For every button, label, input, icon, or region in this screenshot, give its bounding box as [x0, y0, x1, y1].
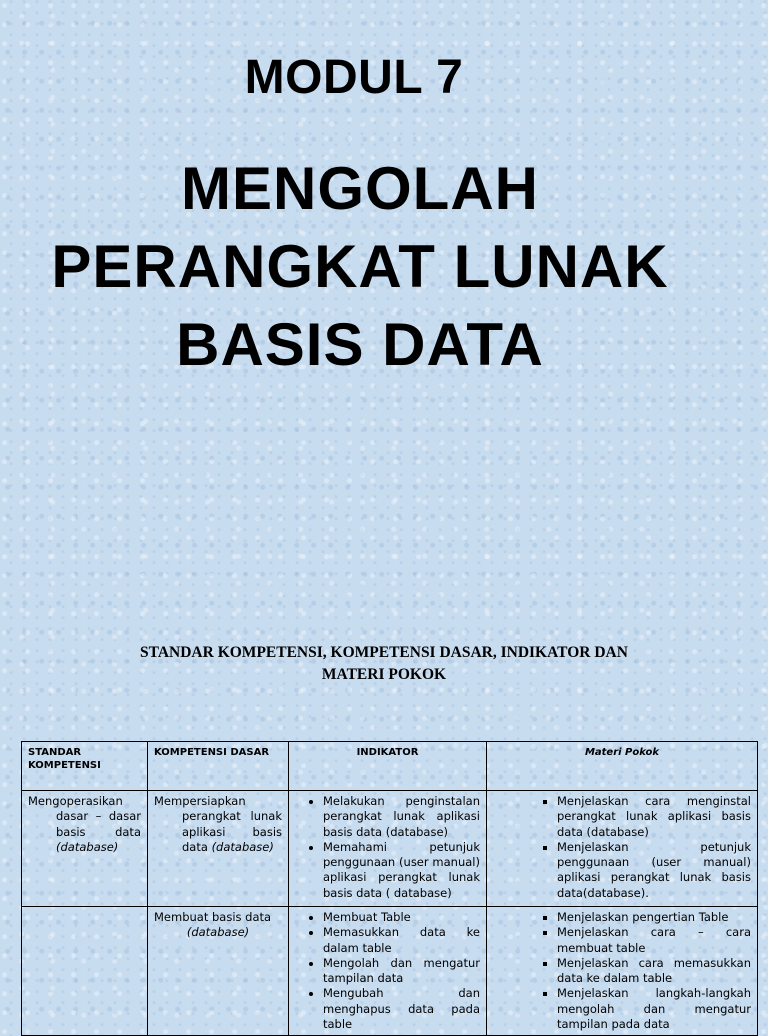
list-item: ▪ Menjelaskan langkah-langkah mengolah dan mengatur tampilan pada data [557, 986, 751, 1032]
list-item: • Mengolah dan mengatur tampilan data [323, 956, 480, 987]
standar-italic: (database) [56, 839, 119, 854]
table-row [22, 907, 758, 1036]
section-heading [0, 642, 768, 686]
kompetensi-text: Mempersiapkan perangkat lunak aplikasi basis data [154, 794, 282, 854]
kompetensi-italic-block [154, 925, 282, 940]
cell-materi-pokok [487, 907, 758, 1036]
header-kompetensi-dasar: KOMPETENSI DASAR [148, 742, 289, 791]
cell-indikator [289, 791, 487, 907]
cell-standar-kompetensi [22, 791, 148, 907]
cell-indikator [289, 907, 487, 1036]
kompetensi-text: Membuat basis data [154, 910, 272, 924]
header-materi-pokok: Materi Pokok [487, 742, 758, 791]
list-item: • Memasukkan data ke dalam table [323, 925, 480, 956]
list-item: • Melakukan penginstalan perangkat lunak aplikasi basis data (database) [323, 794, 480, 840]
competency-table [21, 741, 758, 1036]
main-title-line-1: MENGOLAH [181, 155, 539, 222]
list-item: ▪ Menjelaskan cara – cara membuat table [557, 925, 751, 956]
indikator-list [295, 794, 480, 901]
cell-materi-pokok [487, 791, 758, 907]
kompetensi-text-block [154, 794, 282, 855]
materi-list [527, 910, 751, 1032]
standar-text: Mengoperasikan dasar – dasar basis data [28, 794, 141, 839]
list-item: • Membuat Table [323, 910, 480, 925]
list-item: ▪ Menjelaskan cara memasukkan data ke dalam table [557, 956, 751, 987]
list-item: • Memahami petunjuk penggunaan (user manual) aplikasi perangkat lunak basis data ( database) [323, 840, 480, 901]
section-heading-line-1: STANDAR KOMPETENSI, KOMPETENSI DASAR, INDIKATOR DAN [140, 644, 628, 661]
cell-standar-kompetensi [22, 907, 148, 1036]
kompetensi-italic: (database) [211, 839, 274, 854]
materi-list [527, 794, 751, 901]
kompetensi-italic: (database) [186, 925, 250, 940]
header-standar-kompetensi: STANDAR KOMPETENSI [22, 742, 148, 791]
list-item: • Mengubah dan menghapus data pada table [323, 986, 480, 1032]
table-row [22, 791, 758, 907]
main-title-line-3: BASIS DATA [176, 311, 544, 378]
cell-kompetensi-dasar [148, 791, 289, 907]
cell-kompetensi-dasar [148, 907, 289, 1036]
table-header-row [22, 742, 758, 791]
module-title: MODUL 7 [244, 51, 464, 104]
indikator-list [295, 910, 480, 1032]
header-indikator: INDIKATOR [289, 742, 487, 791]
main-title-line-2: PERANGKAT LUNAK [51, 233, 669, 300]
list-item: ▪ Menjelaskan pengertian Table [557, 910, 751, 925]
main-title [0, 150, 720, 384]
list-item: ▪ Menjelaskan petunjuk penggunaan (user manual) aplikasi perangkat lunak basis data(database). [557, 840, 751, 901]
list-item: ▪ Menjelaskan cara menginstal perangkat lunak aplikasi basis data (database) [557, 794, 751, 840]
standar-text-block [28, 794, 141, 855]
section-heading-line-2: MATERI POKOK [321, 666, 447, 683]
